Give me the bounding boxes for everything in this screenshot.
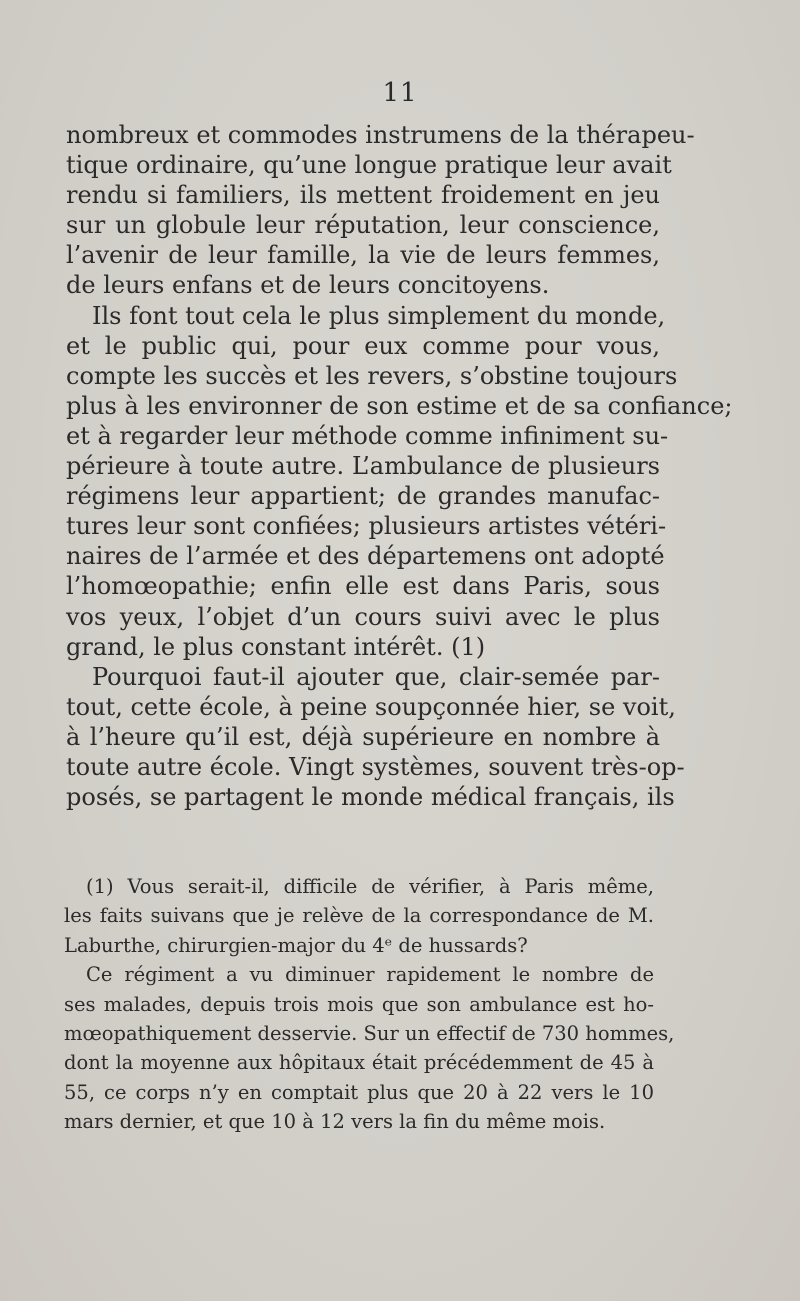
footnote-line: les faits suivans que je relève de la correspondance de M. <box>64 904 654 928</box>
text-line: tique ordinaire, qu’une longue pratique leur avait <box>66 151 672 180</box>
footnote-line: mars dernier, et que 10 à 12 vers la fin du même mois. <box>64 1110 606 1134</box>
footnote-line: dont la moyenne aux hôpitaux était précédemment de 45 à <box>64 1051 654 1075</box>
text-line: nombreux et commodes instrumens de la thérapeu- <box>66 121 695 149</box>
footnote-line: (1) Vous serait-il, difficile de vérifier, à Paris même, <box>86 875 654 898</box>
text-line: périeure à toute autre. L’ambulance de plusieurs <box>66 452 660 481</box>
text-line: vos yeux, l’objet d’un cours suivi avec le plus <box>66 602 660 631</box>
text-line: Ils font tout cela le plus simplement du monde, <box>92 301 666 330</box>
text-line: et à regarder leur méthode comme infiniment su- <box>66 421 669 450</box>
text-line: et le public qui, pour eux comme pour vous, <box>66 331 660 360</box>
text-line: tures leur sont confiées; plusieurs artistes vétéri- <box>66 512 667 541</box>
text-line: plus à les environner de son estime et de sa confiance; <box>66 391 733 420</box>
text-line: de leurs enfans et de leurs concitoyens. <box>66 271 550 300</box>
text-line: Pourquoi faut-il ajouter que, clair-semée par- <box>92 662 660 691</box>
main-text <box>66 120 733 812</box>
footnote-line: ses malades, depuis trois mois que son ambulance est ho- <box>64 992 654 1016</box>
text-line: compte les succès et les revers, s’obstine toujours <box>66 361 678 390</box>
text-line: toute autre école. Vingt systèmes, souvent très-op- <box>66 752 685 781</box>
footnote <box>64 872 675 1137</box>
footnote-line: mœopathiquement desservie. Sur un effectif de 730 hommes, <box>64 1021 675 1045</box>
text-line: rendu si familiers, ils mettent froidement en jeu <box>66 181 660 210</box>
footnote-line: Ce régiment a vu diminuer rapidement le nombre de <box>86 963 654 987</box>
text-line: l’avenir de leur famille, la vie de leurs femmes, <box>66 241 660 270</box>
text-line: posés, se partagent le monde médical français, ils <box>66 783 675 812</box>
footnote-line: 55, ce corps n’y en comptait plus que 20 à 22 vers le 10 <box>64 1080 654 1104</box>
text-line: l’homœopathie; enfin elle est dans Paris, sous <box>66 572 660 601</box>
footnote-line: Laburthe, chirurgien-major du 4ᵉ de hussards? <box>64 933 528 957</box>
text-line: tout, cette école, à peine soupçonnée hier, se voit, <box>66 692 676 721</box>
text-line: naires de l’armée et des départemens ont adopté <box>66 542 665 571</box>
text-line: à l’heure qu’il est, déjà supérieure en nombre à <box>66 722 660 751</box>
text-line: sur un globule leur réputation, leur conscience, <box>66 211 660 240</box>
text-line: régimens leur appartient; de grandes manufac- <box>66 482 660 511</box>
page-number: 11 <box>382 78 418 108</box>
text-line: grand, le plus constant intérêt. (1) <box>66 632 486 661</box>
